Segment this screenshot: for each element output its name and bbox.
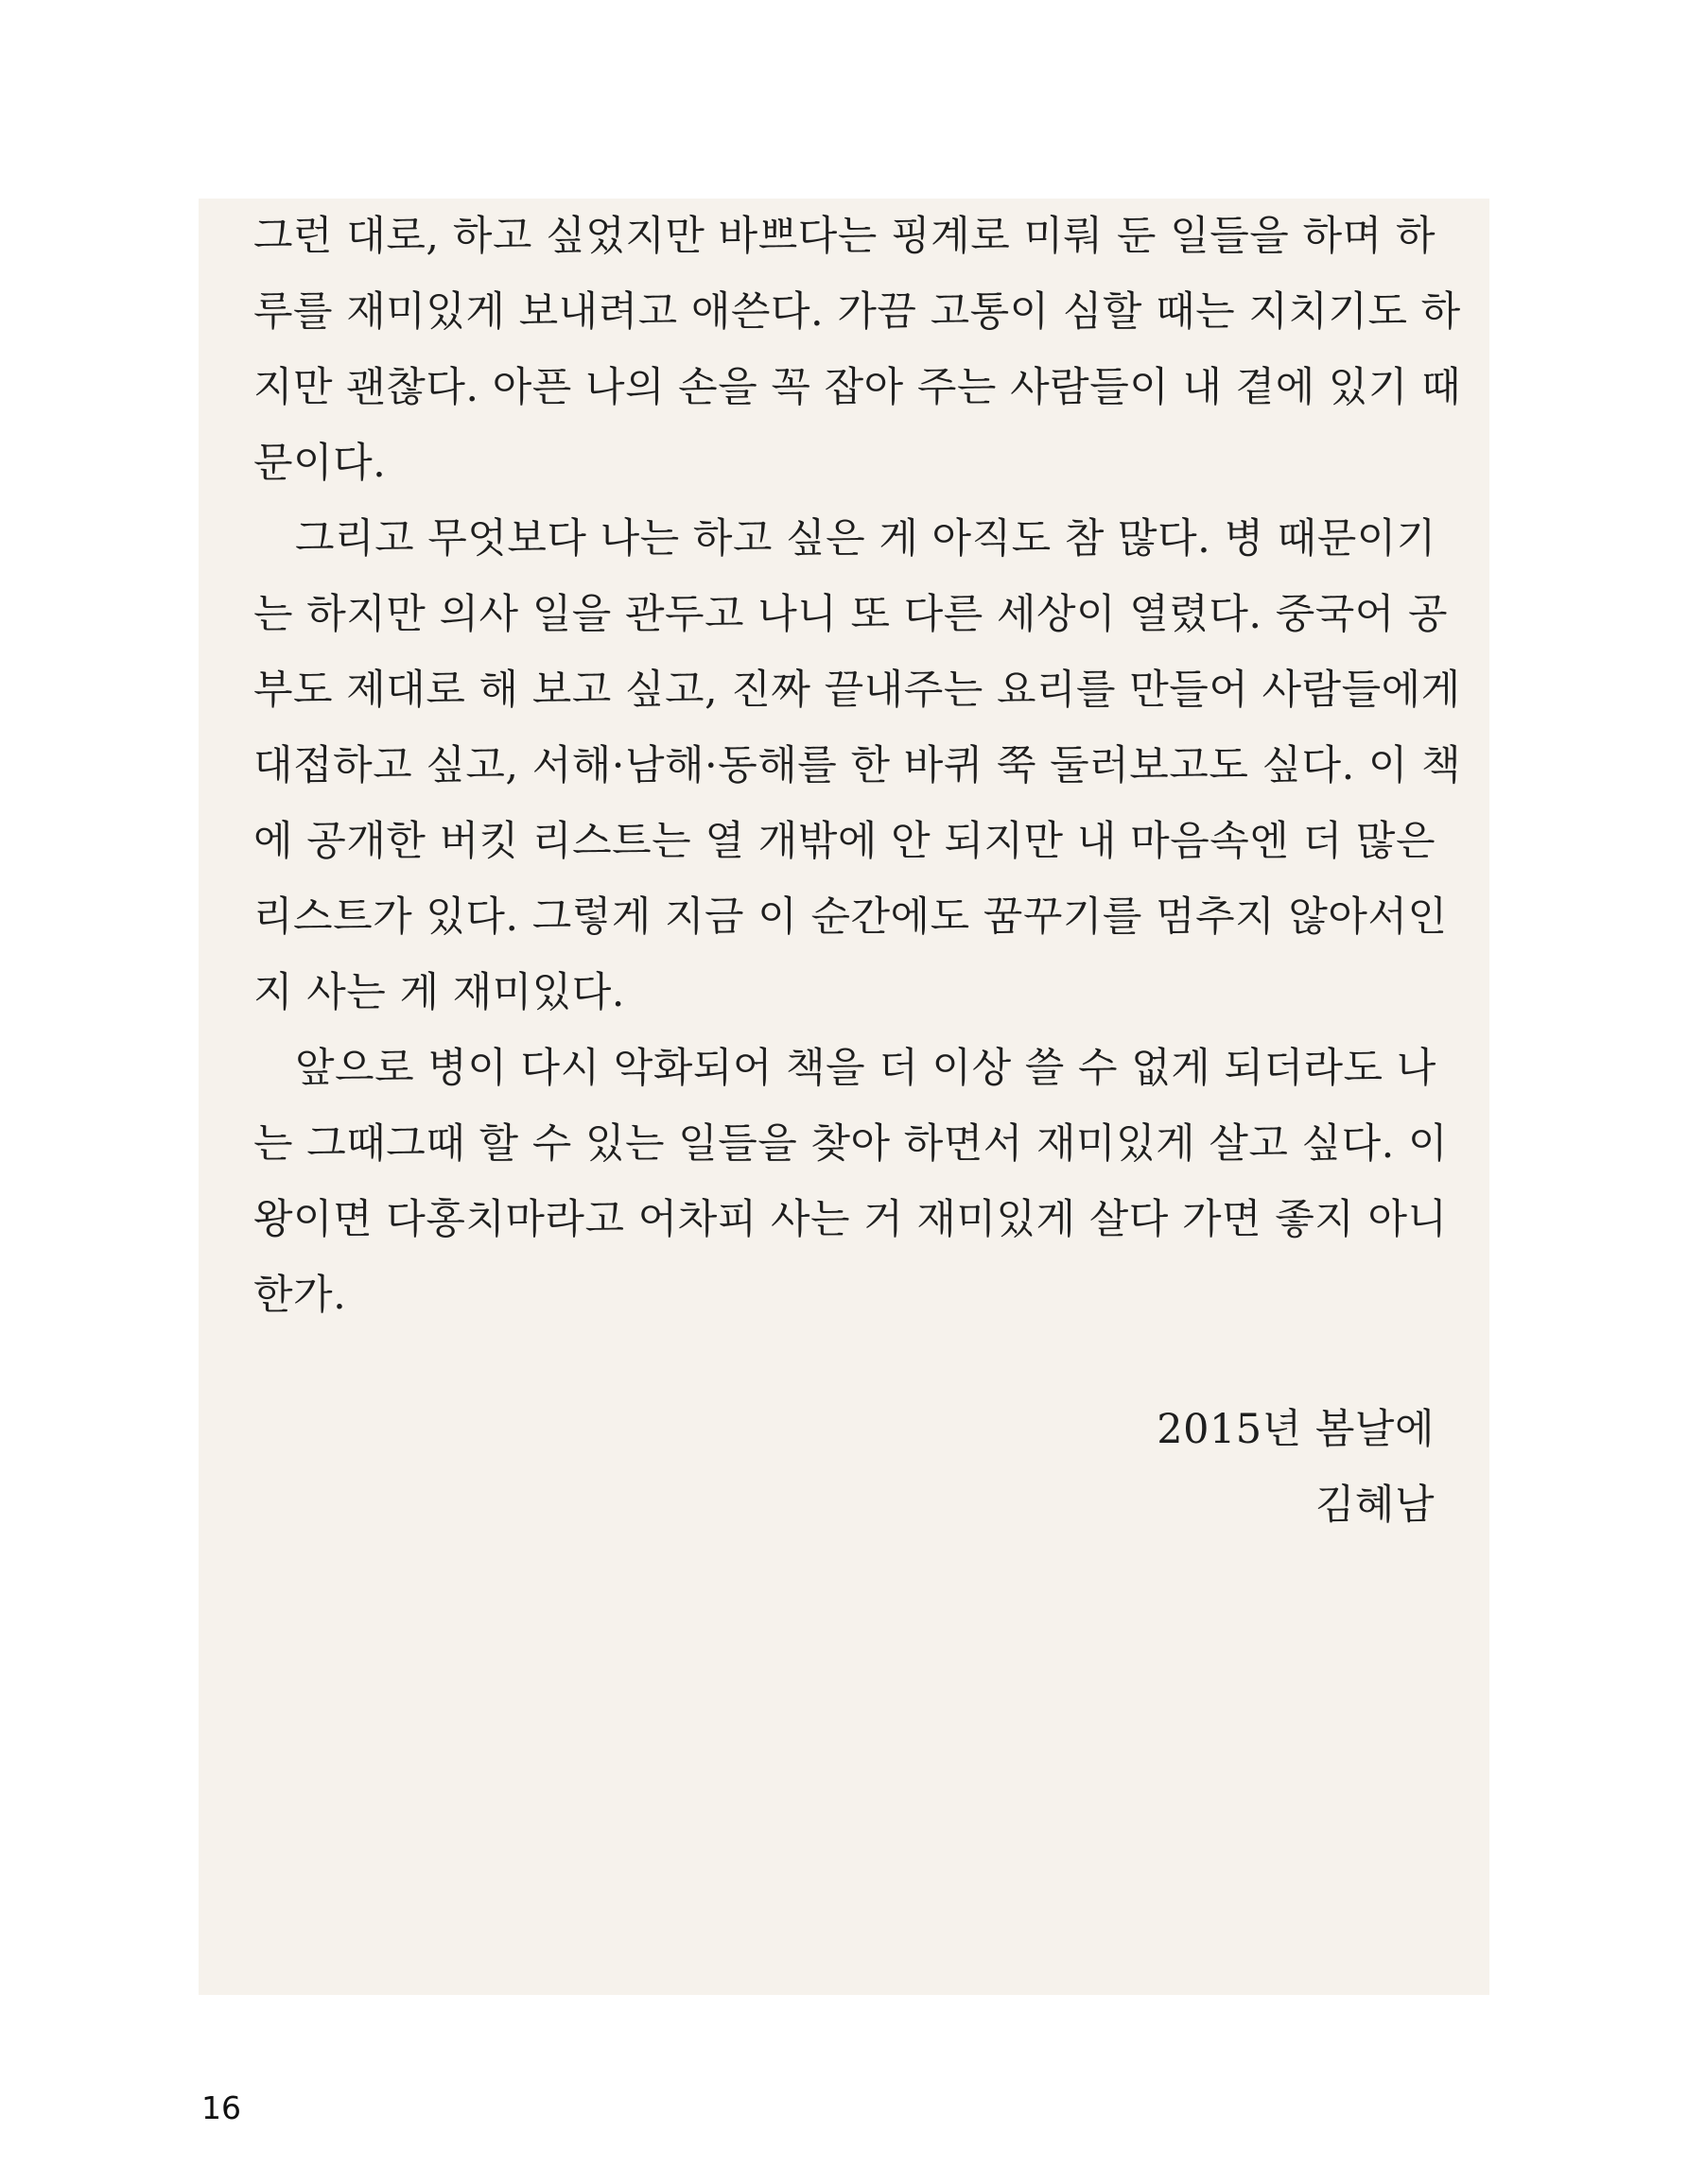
body-line-15: 한가.: [253, 1272, 347, 1319]
body-line-2: 루를 재미있게 보내려고 애쓴다. 가끔 고통이 심할 때는 지치기도 하: [253, 288, 1461, 336]
body-text: [253, 204, 1462, 1339]
body-line-12: 앞으로 병이 다시 악화되어 책을 더 이상 쓸 수 없게 되더라도 나: [295, 1045, 1436, 1092]
page-number: 16: [201, 2089, 241, 2126]
body-line-13: 는 그때그때 할 수 있는 일들을 찾아 하면서 재미있게 살고 싶다. 이: [253, 1120, 1449, 1168]
author-name: 김혜남: [1314, 1482, 1435, 1529]
closing-date: 2015년 봄날에: [1157, 1406, 1435, 1453]
body-line-7: 부도 제대로 해 보고 싶고, 진짜 끝내주는 요리를 만들어 사람들에게: [253, 667, 1461, 714]
body-line-8: 대접하고 싶고, 서해·남해·동해를 한 바퀴 쭉 둘러보고도 싶다. 이 책: [253, 742, 1462, 789]
body-line-5: 그리고 무엇보다 나는 하고 싶은 게 아직도 참 많다. 병 때문이기: [295, 515, 1436, 563]
body-line-6: 는 하지만 의사 일을 관두고 나니 또 다른 세상이 열렸다. 중국어 공: [253, 591, 1449, 638]
body-line-14: 왕이면 다홍치마라고 어차피 사는 거 재미있게 살다 가면 좋지 아니: [253, 1196, 1448, 1243]
body-line-10: 리스트가 있다. 그렇게 지금 이 순간에도 꿈꾸기를 멈추지 않아서인: [253, 893, 1448, 941]
body-line-11: 지 사는 게 재미있다.: [253, 969, 625, 1016]
body-line-3: 지만 괜찮다. 아픈 나의 손을 꼭 잡아 주는 사람들이 내 곁에 있기 때: [253, 364, 1462, 411]
body-line-1: 그런 대로, 하고 싶었지만 바쁘다는 핑계로 미뤄 둔 일들을 하며 하: [253, 213, 1436, 260]
body-line-4: 문이다.: [253, 440, 387, 487]
closing-signature: [1157, 1397, 1435, 1549]
body-line-9: 에 공개한 버킷 리스트는 열 개밖에 안 되지만 내 마음속엔 더 많은: [253, 818, 1436, 865]
